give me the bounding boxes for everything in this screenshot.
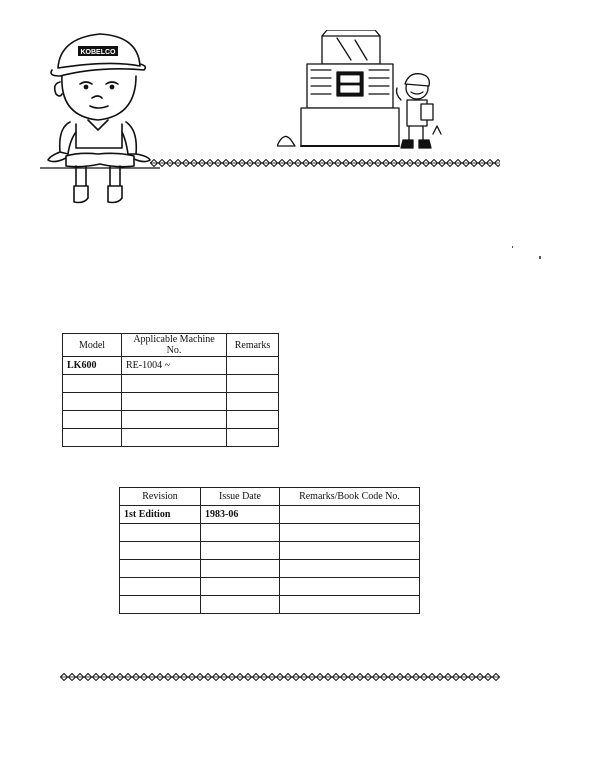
table-cell (227, 357, 279, 375)
table-cell: LK600 (63, 357, 122, 375)
table-cell (280, 506, 420, 524)
table-row (120, 524, 420, 542)
table-cell (120, 560, 201, 578)
table-header-row (63, 334, 279, 357)
table-cell: 1st Edition (120, 506, 201, 524)
table-cell (280, 578, 420, 596)
table-cell (122, 393, 227, 411)
decorative-border-top (150, 159, 500, 167)
table-cell: RE-1004 ~ (122, 357, 227, 375)
table-row (63, 411, 279, 429)
machine-and-worker-illustration (277, 30, 442, 152)
table-row (120, 542, 420, 560)
table-cell (63, 429, 122, 447)
model-table (62, 333, 279, 447)
table-cell (122, 429, 227, 447)
table-cell (280, 542, 420, 560)
column-header-remarks-book-code: Remarks/Book Code No. (280, 488, 420, 506)
table-cell (120, 596, 201, 614)
table-cell (227, 393, 279, 411)
table-row (120, 578, 420, 596)
table-cell (63, 375, 122, 393)
table-cell (120, 524, 201, 542)
column-header-model: Model (63, 334, 122, 357)
table-cell (201, 542, 280, 560)
table-cell (122, 375, 227, 393)
table-row (120, 506, 420, 524)
table-row (120, 596, 420, 614)
decorative-border-bottom (60, 673, 500, 681)
table-cell: 1983-06 (201, 506, 280, 524)
table-cell (280, 560, 420, 578)
table-row (120, 560, 420, 578)
column-header-revision: Revision (120, 488, 201, 506)
table-cell (63, 393, 122, 411)
page-speck (539, 256, 541, 259)
table-row (63, 393, 279, 411)
table-cell (201, 578, 280, 596)
table-cell (120, 542, 201, 560)
cap-logo-text: KOBELCO (80, 49, 116, 56)
column-header-applicable-machine: Applicable Machine No. (122, 334, 227, 357)
table-cell (120, 578, 201, 596)
sitting-boy-illustration (40, 20, 160, 205)
table-cell (201, 596, 280, 614)
table-row (63, 357, 279, 375)
table-cell (63, 411, 122, 429)
column-header-issue-date: Issue Date (201, 488, 280, 506)
table-cell (227, 429, 279, 447)
table-cell (227, 411, 279, 429)
table-cell (227, 375, 279, 393)
revision-table (119, 487, 420, 614)
table-cell (122, 411, 227, 429)
table-cell (201, 524, 280, 542)
page-speck (512, 246, 513, 248)
table-cell (280, 596, 420, 614)
table-cell (201, 560, 280, 578)
table-row (63, 429, 279, 447)
table-cell (280, 524, 420, 542)
table-header-row (120, 488, 420, 506)
column-header-remarks: Remarks (227, 334, 279, 357)
table-row (63, 375, 279, 393)
